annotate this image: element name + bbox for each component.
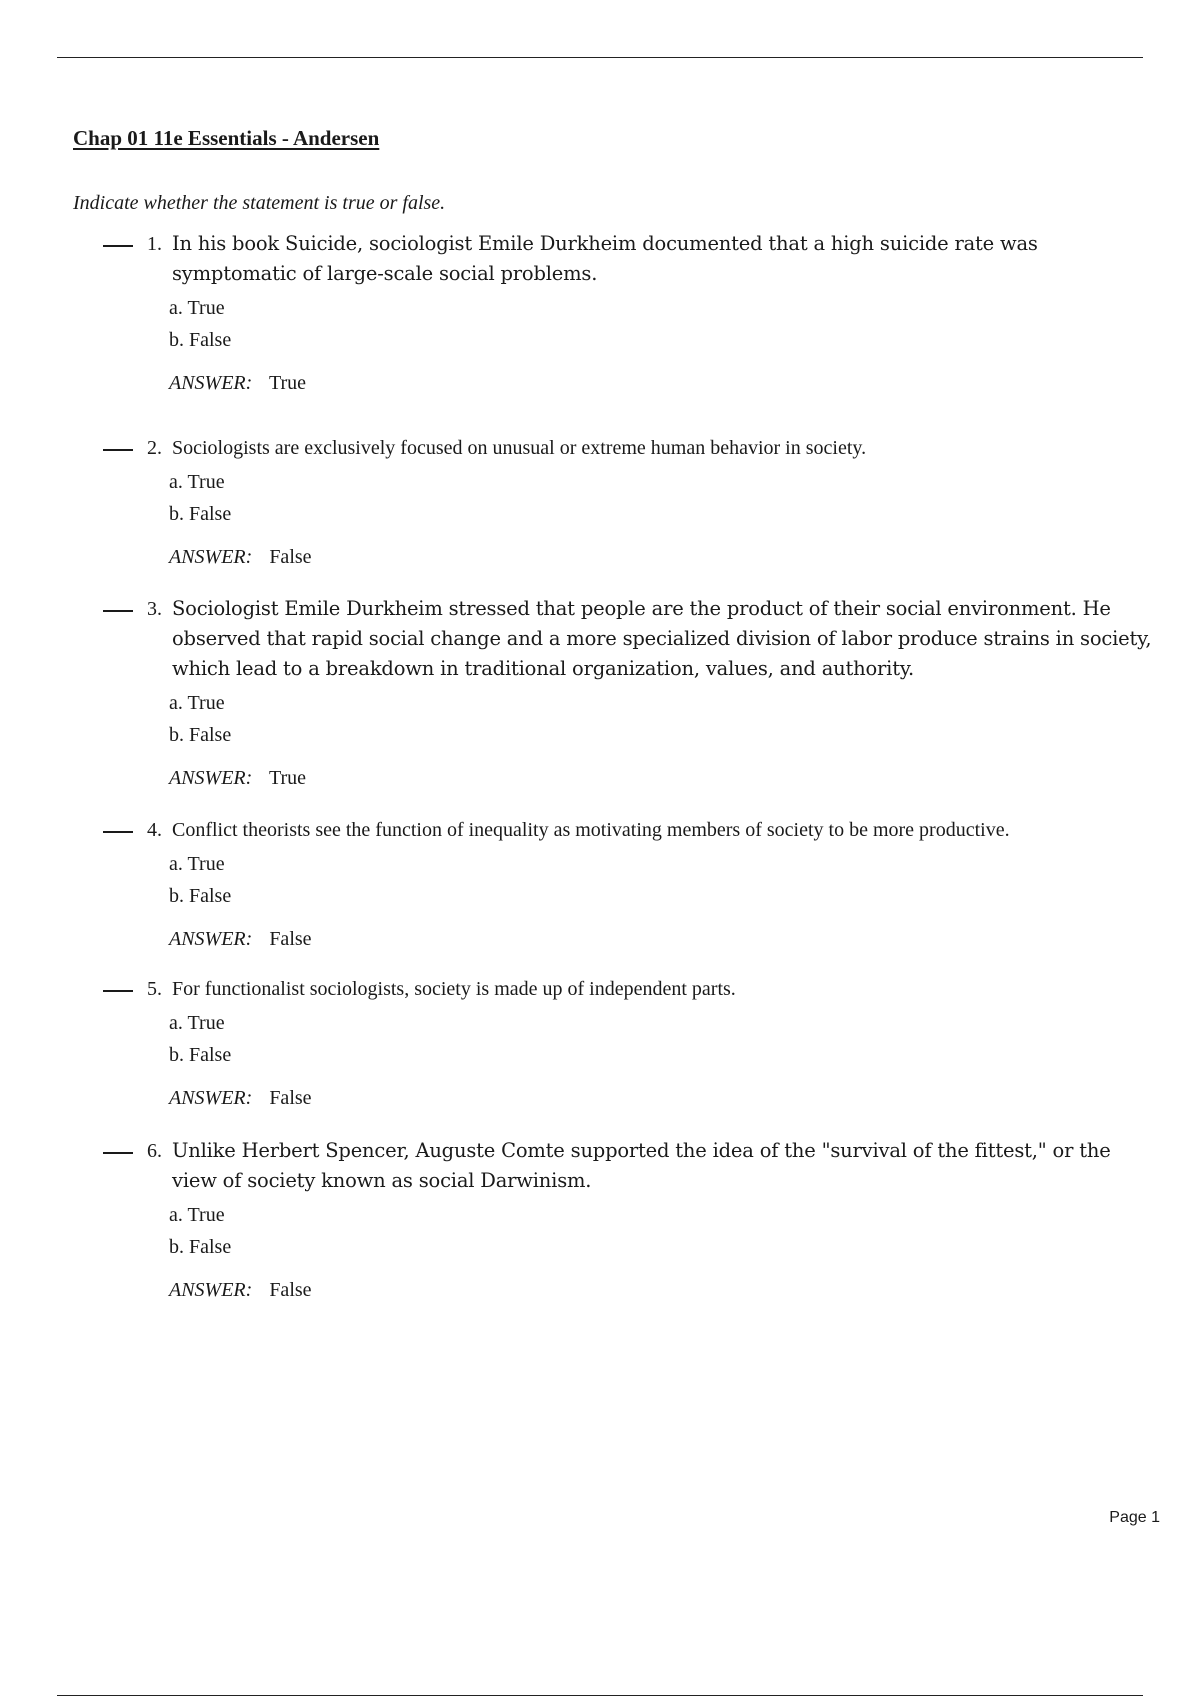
choice-false: b. False	[169, 503, 232, 525]
question-6	[103, 1136, 1153, 1302]
question-number: 1.	[147, 233, 162, 255]
bottom-rule	[57, 1695, 1143, 1696]
answer-line	[169, 546, 1153, 569]
question-3	[103, 594, 1153, 790]
choices	[169, 687, 1153, 751]
question-number: 3.	[147, 598, 162, 620]
choice-true: a. True	[169, 692, 225, 714]
choice-true: a. True	[169, 471, 225, 493]
top-rule	[57, 57, 1143, 58]
question-1	[103, 229, 1153, 395]
choice-true: a. True	[169, 1012, 225, 1034]
choices	[169, 466, 1153, 530]
answer-line	[169, 928, 1153, 951]
instructions: Indicate whether the statement is true or false.	[73, 192, 446, 214]
answer-value: False	[269, 1279, 312, 1301]
choices	[169, 292, 1153, 356]
answer-label: ANSWER:	[169, 767, 253, 789]
choices	[169, 848, 1153, 912]
question-text: Sociologist Emile Durkheim stressed that people are the product of their social environment. He observed that rapid social change and a more specialized division of labor produce strains in society, which lead to a breakdown in traditional organization, values, and authority.	[172, 597, 1152, 680]
page-title: Chap 01 11e Essentials - Andersen	[73, 126, 380, 150]
choices	[169, 1199, 1153, 1263]
question-5	[103, 974, 1153, 1110]
question-text: For functionalist sociologists, society is made up of independent parts.	[172, 978, 736, 1000]
question-number: 6.	[147, 1140, 162, 1162]
answer-blank[interactable]	[103, 1152, 133, 1154]
answer-label: ANSWER:	[169, 1087, 253, 1109]
answer-line	[169, 1279, 1153, 1302]
answer-value: False	[269, 928, 312, 950]
question-text: Unlike Herbert Spencer, Auguste Comte supported the idea of the "survival of the fittest," or the view of society known as social Darwinism.	[172, 1139, 1111, 1192]
answer-blank[interactable]	[103, 449, 133, 451]
choice-true: a. True	[169, 1204, 225, 1226]
answer-value: False	[269, 546, 312, 568]
answer-value: True	[268, 767, 307, 789]
answer-blank[interactable]	[103, 831, 133, 833]
answer-label: ANSWER:	[169, 546, 253, 568]
choice-true: a. True	[169, 853, 225, 875]
question-2	[103, 433, 1153, 569]
choice-false: b. False	[169, 1236, 232, 1258]
question-text: Sociologists are exclusively focused on unusual or extreme human behavior in society.	[172, 437, 867, 459]
question-text: Conflict theorists see the function of inequality as motivating members of society to be more productive.	[172, 819, 1010, 841]
answer-blank[interactable]	[103, 245, 133, 247]
question-4	[103, 815, 1153, 951]
answer-label: ANSWER:	[169, 372, 253, 394]
choice-true: a. True	[169, 297, 225, 319]
answer-line	[169, 767, 1153, 790]
answer-value: False	[269, 1087, 312, 1109]
answer-line	[169, 372, 1153, 395]
answer-blank[interactable]	[103, 610, 133, 612]
choice-false: b. False	[169, 724, 232, 746]
choice-false: b. False	[169, 1044, 232, 1066]
answer-line	[169, 1087, 1153, 1110]
choices	[169, 1007, 1153, 1071]
question-text: In his book Suicide, sociologist Emile Durkheim documented that a high suicide rate was symptomatic of large-scale social problems.	[172, 232, 1038, 285]
page-number: Page 1	[1109, 1509, 1160, 1526]
question-number: 2.	[147, 437, 162, 459]
choice-false: b. False	[169, 885, 232, 907]
answer-label: ANSWER:	[169, 928, 253, 950]
question-number: 4.	[147, 819, 162, 841]
answer-blank[interactable]	[103, 990, 133, 992]
answer-label: ANSWER:	[169, 1279, 253, 1301]
answer-value: True	[268, 372, 307, 394]
question-number: 5.	[147, 978, 162, 1000]
choice-false: b. False	[169, 329, 232, 351]
